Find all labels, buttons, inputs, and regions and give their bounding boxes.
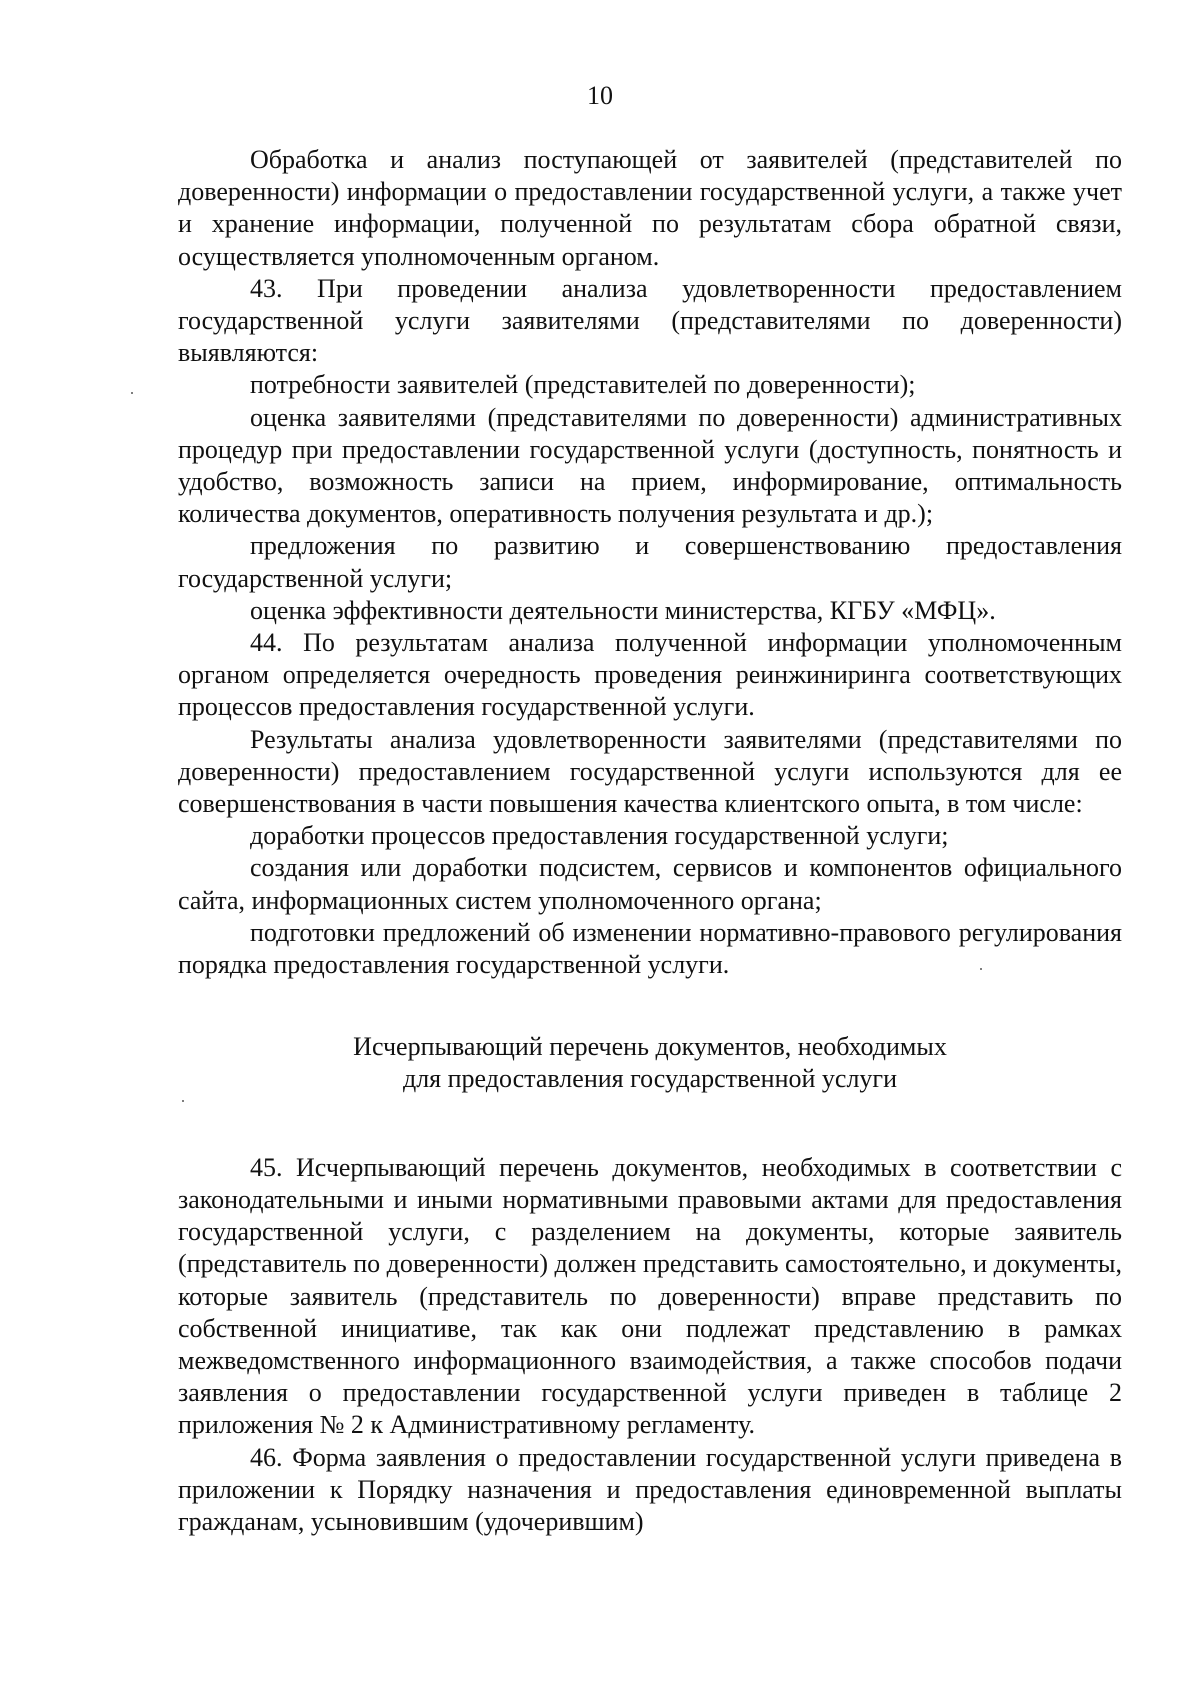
paragraph-results: Результаты анализа удовлетворенности заявителями (представителями по доверенности) предоставлением государственной услуги используются для ее совершенствования в части повышения качества клиентского опыта, в том числе:	[178, 724, 1122, 819]
list-item-regulation: подготовки предложений об изменении нормативно-правового регулирования порядка предоставления государственной услуги.	[178, 917, 1122, 980]
document-body	[178, 144, 1122, 1538]
section-heading	[178, 1031, 1122, 1095]
list-item-needs: потребности заявителей (представителей по доверенности);	[250, 370, 916, 400]
list-item-efficiency: оценка эффективности деятельности министерства, КГБУ «МФЦ».	[250, 595, 996, 625]
paragraph-45: 45. Исчерпывающий перечень документов, необходимых в соответствии с законодательными и иными нормативными правовыми актами для предоставления государственной услуги, с разделением на документы, которые заявитель (представитель по доверенности) должен представить самостоятельно, и документы, которые заявитель (представитель по доверенности) вправе представить по собственной инициативе, так как они подлежат представлению в рамках межведомственного информационного взаимодействия, а также способов подачи заявления о предоставлении государственной услуги приведен в таблице 2 приложения № 2 к Административному регламенту.	[178, 1152, 1122, 1440]
list-item-subsystems: создания или доработки подсистем, сервисов и компонентов официального сайта, информационных систем уполномоченного органа;	[178, 853, 1122, 915]
list-item-assessment: оценка заявителями (представителями по доверенности) административных процедур при предоставлении государственной услуги (доступность, понятность и удобство, возможность записи на прием, информирование, оптимальность количества документов, оперативность получения результата и др.);	[178, 402, 1122, 529]
section-heading-line-2: для предоставления государственной услуги	[402, 1064, 898, 1094]
paragraph-44: 44. По результатам анализа полученной информации уполномоченным органом определяется очередность проведения реинжиниринга соответствующих процессов предоставления государственной услуги.	[178, 628, 1122, 722]
paragraph-feedback-processing: Обработка и анализ поступающей от заявителей (представителей по доверенности) информации о предоставлении государственной услуги, а также учет и хранение информации, полученной по результатам сбора обратной связи, осуществляется уполномоченным органом.	[178, 145, 1122, 271]
scan-speck	[980, 968, 982, 970]
page-number: 10	[587, 81, 613, 110]
scan-speck	[182, 1100, 184, 1102]
paragraph-46: 46. Форма заявления о предоставлении государственной услуги приведена в приложении к Порядку назначения и предоставления единовременной выплаты гражданам, усыновившим (удочерившим)	[178, 1442, 1122, 1536]
list-item-proposals: предложения по развитию и совершенствованию предоставления государственной услуги;	[178, 531, 1122, 593]
paragraph-43: 43. При проведении анализа удовлетворенности предоставлением государственной услуги заявителями (представителями по доверенности) выявляются:	[178, 273, 1122, 368]
list-item-processes: доработки процессов предоставления государственной услуги;	[250, 821, 949, 851]
scan-speck	[131, 392, 133, 394]
section-heading-line-1: Исчерпывающий перечень документов, необходимых	[353, 1032, 947, 1062]
